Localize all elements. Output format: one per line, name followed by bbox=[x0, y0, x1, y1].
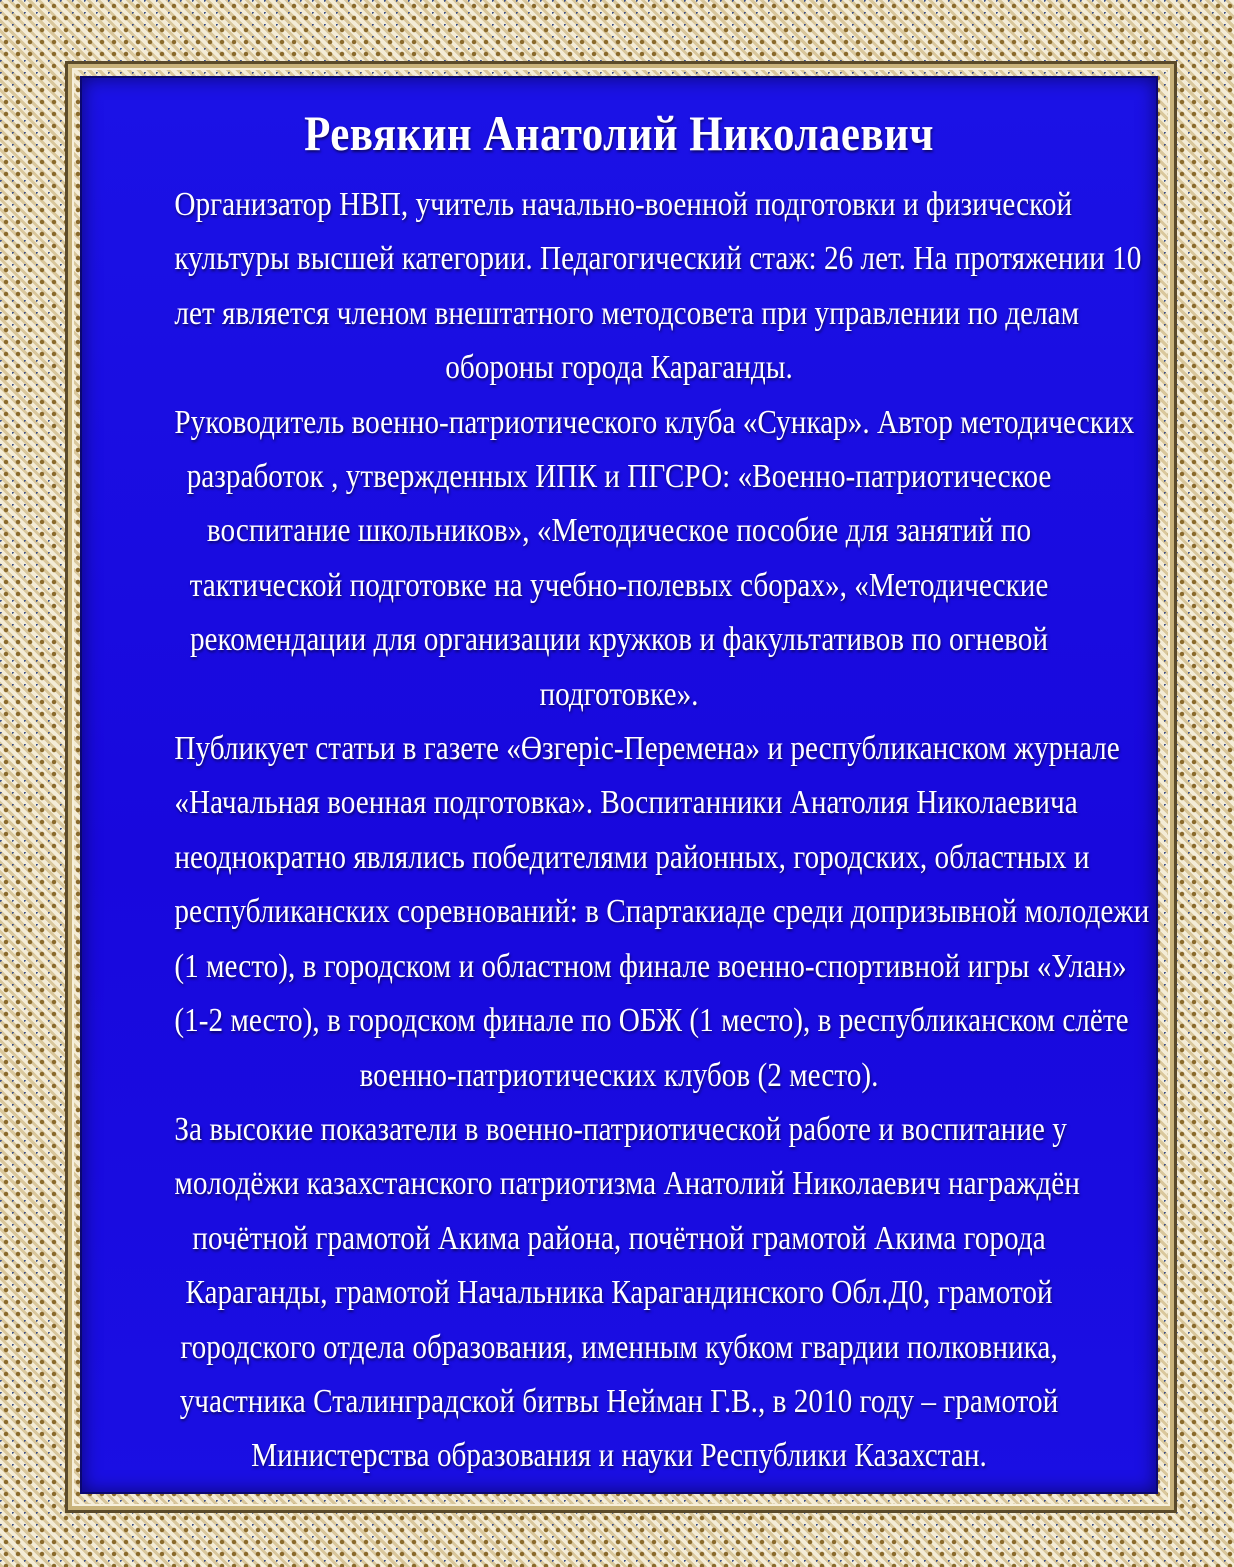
text-line: Руководитель военно-патриотического клуба «Сункар». Автор методических bbox=[174, 403, 1135, 441]
text-line: подготовке». bbox=[539, 675, 699, 713]
text-line: городского отдела образования, именным кубком гвардии полковника, bbox=[180, 1328, 1058, 1366]
text-line: участника Сталинградской битвы Нейман Г.В., в 2010 году – грамотой bbox=[179, 1382, 1059, 1420]
text-line: военно-патриотических клубов (2 место). bbox=[359, 1056, 879, 1094]
text-line: Министерства образования и науки Республики Казахстан. bbox=[251, 1437, 987, 1475]
text-line: «Начальная военная подготовка». Воспитанники Анатолия Николаевича bbox=[174, 784, 1078, 822]
text-line: За высокие показатели в военно-патриотической работе и воспитание у bbox=[174, 1110, 1067, 1148]
text-line: лет является членом внештатного методсовета при управлении по делам bbox=[174, 294, 1080, 332]
text-line: Караганды, грамотой Начальника Карагандинского Обл.Д0, грамотой bbox=[185, 1274, 1053, 1312]
text-line: Организатор НВП, учитель начально-военной подготовки и физической bbox=[174, 186, 1073, 223]
text-line: рекомендации для организации кружков и факультативов по огневой bbox=[189, 621, 1049, 659]
text-line: почётной грамотой Акима района, почётной грамотой Акима города bbox=[192, 1219, 1046, 1257]
content-panel bbox=[80, 76, 1158, 1494]
text-line: Публикует статьи в газете «Өзгеріс-Перемена» и республиканском журнале bbox=[174, 730, 1120, 768]
page-title: Ревякин Анатолий Николаевич bbox=[304, 105, 934, 161]
text-line: республиканских соревнований: в Спартакиаде среди допризывной молодежи bbox=[174, 893, 1150, 931]
text-line: обороны города Караганды. bbox=[445, 349, 793, 387]
text-line: молодёжи казахстанского патриотизма Анатолий Николаевич награждён bbox=[174, 1165, 1080, 1203]
text-line: разработок , утвержденных ИПК и ПГСРО: «Военно-патриотическое bbox=[186, 458, 1052, 496]
text-line: тактической подготовке на учебно-полевых сборах», «Методические bbox=[189, 566, 1049, 604]
text-line: неоднократно являлись победителями районных, городских, областных и bbox=[174, 838, 1090, 876]
biography-text bbox=[102, 178, 1150, 1484]
text-line: воспитание школьников», «Методическое пособие для занятий по bbox=[206, 512, 1032, 550]
text-line: (1 место), в городском и областном финале военно-спортивной игры «Улан» bbox=[174, 947, 1127, 985]
text-line: культуры высшей категории. Педагогический стаж: 26 лет. На протяжении 10 bbox=[174, 240, 1142, 278]
text-line: (1-2 место), в городском финале по ОБЖ (1 место), в республиканском слёте bbox=[174, 1002, 1129, 1040]
